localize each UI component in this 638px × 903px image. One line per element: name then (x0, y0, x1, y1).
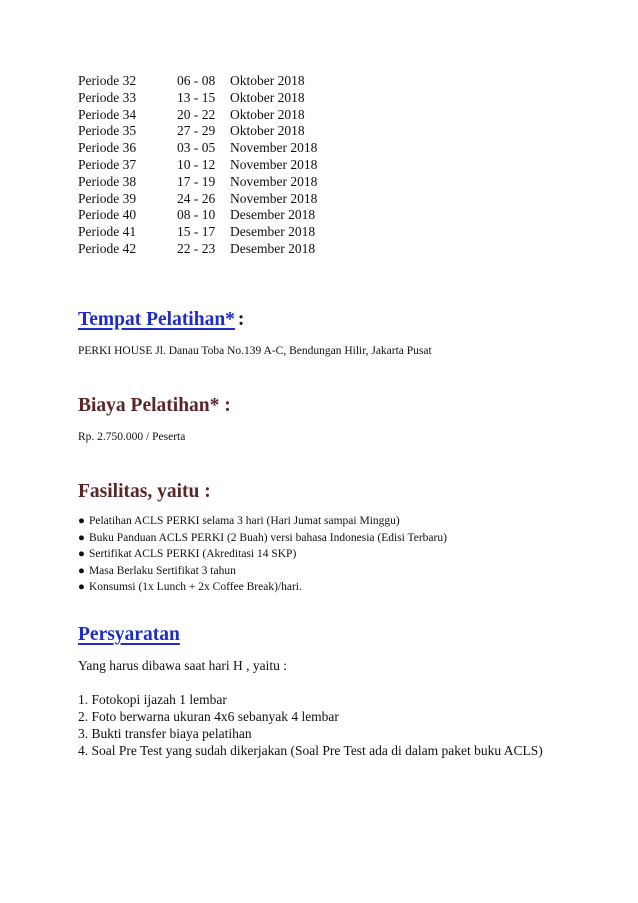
periode-label: Periode 35 (78, 123, 137, 139)
list-item-text: Pelatihan ACLS PERKI selama 3 hari (Hari Jumat sampai Minggu) (88, 515, 400, 527)
periode-label: Periode 41 (78, 224, 137, 240)
tempat-heading-colon: : (237, 309, 245, 330)
date-range: 10 - 12 (177, 156, 216, 172)
schedule-row (78, 174, 317, 191)
list-item (78, 530, 447, 547)
schedule-row (78, 140, 317, 157)
list-item: 3. Bukti transfer biaya pelatihan (78, 726, 252, 741)
periode-label: Periode 33 (78, 89, 137, 105)
date-range: 20 - 22 (177, 106, 216, 122)
month-year: Desember 2018 (230, 224, 316, 240)
periode-label: Periode 40 (78, 207, 137, 223)
list-item (78, 546, 447, 563)
date-range: 15 - 17 (177, 224, 216, 240)
list-item: 1. Fotokopi ijazah 1 lembar (78, 692, 227, 707)
persyaratan-intro: Yang harus dibawa saat hari H , yaitu : (78, 658, 287, 673)
month-year: November 2018 (230, 156, 318, 172)
list-item: 2. Foto berwarna ukuran 4x6 sebanyak 4 lembar (78, 709, 339, 724)
periode-label: Periode 37 (78, 156, 137, 172)
date-range: 22 - 23 (177, 240, 216, 256)
date-range: 08 - 10 (177, 207, 216, 223)
tempat-address: PERKI HOUSE Jl. Danau Toba No.139 A-C, Bendungan Hilir, Jakarta Pusat (78, 345, 432, 357)
bullet-icon: ● (78, 564, 85, 577)
periode-label: Periode 34 (78, 106, 137, 122)
list-item-text: Konsumsi (1x Lunch + 2x Coffee Break)/hari. (88, 581, 302, 593)
list-item-text: Buku Panduan ACLS PERKI (2 Buah) versi bahasa Indonesia (Edisi Terbaru) (88, 531, 447, 544)
list-item (78, 563, 447, 580)
periode-label: Periode 36 (78, 140, 137, 156)
month-year: November 2018 (230, 173, 318, 189)
periode-label: Periode 38 (78, 173, 137, 189)
persyaratan-heading (78, 623, 180, 647)
month-year: Desember 2018 (230, 207, 316, 223)
month-year: November 2018 (230, 190, 318, 206)
tempat-heading (78, 308, 244, 332)
schedule-row (78, 207, 317, 224)
bullet-icon: ● (78, 581, 85, 593)
periode-label: Periode 32 (78, 73, 137, 88)
fasilitas-list (78, 513, 447, 596)
schedule-row (78, 90, 317, 107)
schedule-row (78, 241, 317, 258)
list-item (78, 579, 447, 596)
month-year: November 2018 (230, 140, 318, 156)
date-range: 17 - 19 (177, 173, 216, 189)
date-range: 03 - 05 (177, 140, 216, 156)
schedule-table (78, 73, 317, 258)
date-range: 24 - 26 (177, 190, 216, 206)
list-item (78, 513, 447, 530)
month-year: Oktober 2018 (230, 123, 305, 139)
date-range: 06 - 08 (177, 73, 216, 88)
month-year: Oktober 2018 (230, 73, 305, 88)
schedule-row (78, 157, 317, 174)
schedule-row (78, 224, 317, 241)
bullet-icon: ● (78, 515, 85, 527)
list-item-text: Sertifikat ACLS PERKI (Akreditasi 14 SKP) (88, 548, 297, 560)
month-year: Desember 2018 (230, 240, 316, 256)
schedule-row (78, 107, 317, 124)
bullet-icon: ● (78, 531, 85, 544)
list-item-text: Masa Berlaku Sertifikat 3 tahun (88, 564, 236, 577)
fasilitas-heading: Fasilitas, yaitu : (78, 481, 211, 502)
periode-label: Periode 42 (78, 240, 137, 256)
periode-label: Periode 39 (78, 190, 137, 206)
biaya-price: Rp. 2.750.000 / Peserta (78, 431, 186, 443)
schedule-row (78, 191, 317, 208)
biaya-heading: Biaya Pelatihan* : (78, 395, 231, 416)
month-year: Oktober 2018 (230, 106, 305, 122)
date-range: 13 - 15 (177, 89, 216, 105)
date-range: 27 - 29 (177, 123, 216, 139)
tempat-heading-text: Tempat Pelatihan* (78, 309, 235, 330)
month-year: Oktober 2018 (230, 89, 305, 105)
persyaratan-list (78, 691, 548, 759)
persyaratan-heading-text: Persyaratan (78, 624, 180, 645)
schedule-row (78, 73, 317, 90)
list-item: 4. Soal Pre Test yang sudah dikerjakan (Soal Pre Test ada di dalam paket buku ACLS) (78, 743, 543, 758)
bullet-icon: ● (78, 548, 85, 560)
schedule-row (78, 123, 317, 140)
